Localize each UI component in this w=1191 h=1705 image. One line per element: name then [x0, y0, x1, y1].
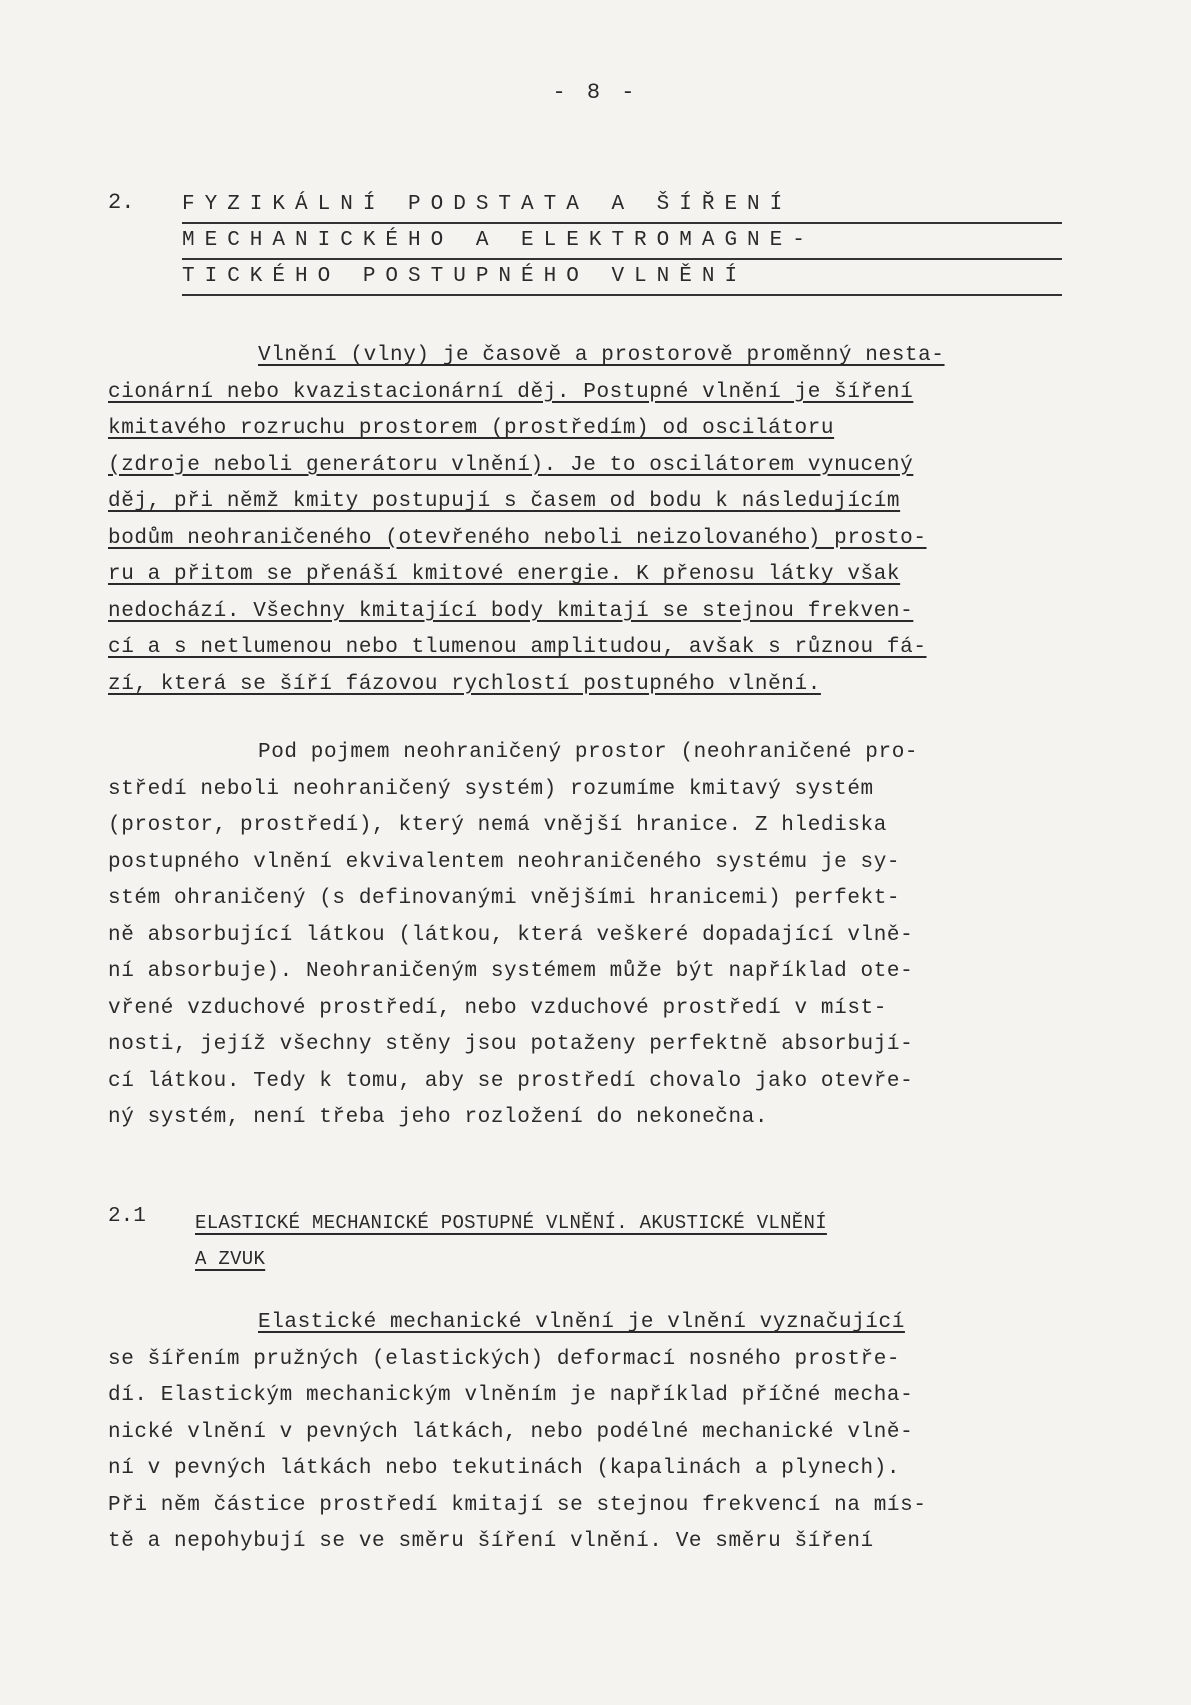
section-title	[182, 188, 1062, 296]
text-line: ní absorbuje). Neohraničeným systémem může být například ote-	[108, 960, 914, 983]
text-line: ní v pevných látkách nebo tekutinách (kapalinách a plynech).	[108, 1457, 901, 1480]
text-line: kmitavého rozruchu prostorem (prostředím) od oscilátoru	[108, 417, 835, 440]
text-line: cí a s netlumenou nebo tlumenou amplitudou, avšak s různou fá-	[108, 636, 927, 659]
section-number: 2.	[108, 190, 135, 215]
text-line: tě a nepohybují se ve směru šíření vlnění. Ve směru šíření	[108, 1530, 874, 1553]
text-line: nické vlnění v pevných látkách, nebo podélné mechanické vlně-	[108, 1420, 914, 1444]
text-line: Pod pojmem neohraničený prostor (neohraničené pro-	[258, 741, 919, 764]
text-line: cionární nebo kvazistacionární děj. Postupné vlnění je šíření	[108, 380, 914, 404]
text-line: Vlnění (vlny) je časově a prostorově proměnný nesta-	[258, 344, 945, 367]
text-line: vřené vzduchové prostředí, nebo vzduchové prostředí v míst-	[108, 996, 887, 1020]
subsection-title	[195, 1205, 1055, 1277]
text-line: (prostor, prostředí), který nemá vnější hranice. Z hlediska	[108, 814, 887, 837]
section-title-line: FYZIKÁLNÍ PODSTATA A ŠÍŘENÍ	[182, 188, 1062, 224]
text-line: ru a přitom se přenáší kmitové energie. K přenosu látky však	[108, 563, 901, 586]
subsection-title-line: A ZVUK	[195, 1248, 266, 1270]
text-line: ně absorbující látkou (látkou, která veškeré dopadající vlně-	[108, 923, 914, 947]
subsection-title-line: ELASTICKÉ MECHANICKÉ POSTUPNÉ VLNĚNÍ. AKUSTICKÉ VLNĚNÍ	[195, 1212, 827, 1234]
section-title-line: TICKÉHO POSTUPNÉHO VLNĚNÍ	[182, 260, 1062, 296]
text-line: nedochází. Všechny kmitající body kmitají se stejnou frekven-	[108, 599, 914, 623]
text-line: ný systém, není třeba jeho rozložení do nekonečna.	[108, 1106, 769, 1129]
subsection-number: 2.1	[108, 1205, 146, 1228]
text-line: dí. Elastickým mechanickým vlněním je například příčné mecha-	[108, 1384, 914, 1407]
text-line: (zdroje neboli generátoru vlnění). Je to oscilátorem vynucený	[108, 453, 914, 477]
text-line: se šířením pružných (elastických) deformací nosného prostře-	[108, 1347, 901, 1371]
paragraph-3	[108, 1305, 1068, 1561]
section-title-line: MECHANICKÉHO A ELEKTROMAGNE-	[182, 224, 1062, 260]
page-number: - 8 -	[552, 80, 639, 105]
paragraph-1	[108, 338, 1068, 703]
text-line: děj, při němž kmity postupují s časem od bodu k následujícím	[108, 490, 901, 513]
text-line: stém ohraničený (s definovanými vnějšími hranicemi) perfekt-	[108, 887, 901, 910]
text-line: nosti, jejíž všechny stěny jsou potaženy perfektně absorbují-	[108, 1033, 914, 1056]
text-line: postupného vlnění ekvivalentem neohraničeného systému je sy-	[108, 850, 901, 874]
text-line: zí, která se šíří fázovou rychlostí postupného vlnění.	[108, 672, 821, 696]
text-line: Při něm částice prostředí kmitají se stejnou frekvencí na mís-	[108, 1493, 927, 1517]
text-line: bodům neohraničeného (otevřeného neboli neizolovaného) prosto-	[108, 526, 927, 550]
paragraph-2	[108, 735, 1068, 1137]
text-line: Elastické mechanické vlnění je vlnění vyznačující	[258, 1311, 905, 1334]
text-line: středí neboli neohraničený systém) rozumíme kmitavý systém	[108, 777, 874, 801]
text-line: cí látkou. Tedy k tomu, aby se prostředí chovalo jako otevře-	[108, 1069, 914, 1093]
